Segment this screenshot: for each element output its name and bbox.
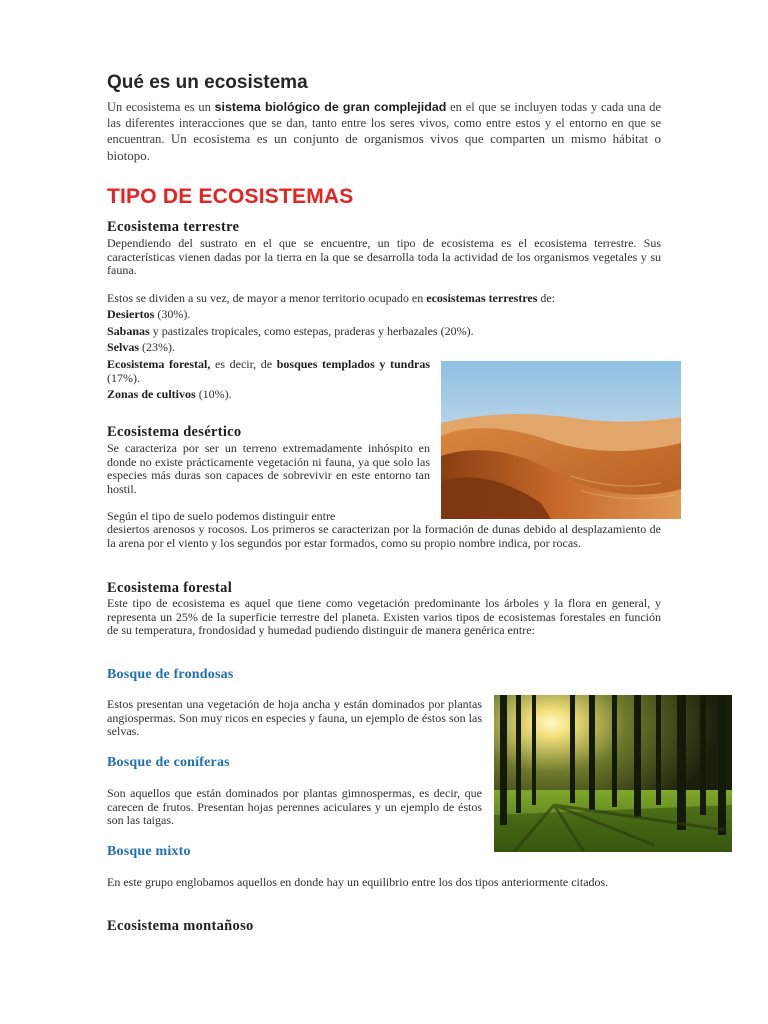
desertico-paragraph-2b: desiertos arenosos y rocosos. Los primeros se caracterizan por la formación de dunas debido al desplazamiento de la arena por el viento y los segundos por estar formados, como su propio nombre indica, por rocas. — [107, 522, 661, 550]
terrestre-paragraph: Dependiendo del sustrato en el que se encuentre, un tipo de ecosistema es el ecosistema terrestre. Sus características vienen dadas por la tierra en la que se desarrolla toda la actividad de los organismos vegetales y su fauna. — [107, 236, 661, 277]
intro-paragraph — [107, 100, 661, 164]
list-item: Selvas (23%). — [107, 340, 176, 354]
mixto-heading: Bosque mixto — [107, 844, 191, 859]
intro-text-c: Un ecosistema es un conjunto de organismos vivos que comparten un mismo hábitat o biotopo. — [107, 131, 661, 163]
forest-image — [494, 695, 732, 852]
coniferas-heading: Bosque de coníferas — [107, 755, 230, 770]
desertico-paragraph: Se caracteriza por ser un terreno extremadamente inhóspito en donde no existe prácticamente vegetación ni fauna, ya que solo las especies más duras son capaces de sobrevivir en este entorno tan hostil. — [107, 441, 430, 496]
forestal-heading: Ecosistema forestal — [107, 580, 233, 596]
list-item: Sabanas y pastizales tropicales, como estepas, praderas y herbazales (20%). — [107, 324, 474, 338]
montanoso-heading: Ecosistema montañoso — [107, 918, 254, 934]
intro-text-b: en el que se incluyen todas y cada una de las diferentes interacciones que se dan, tanto entre los seres vivos, como entre estos y el entorno en que se encuentran. — [107, 100, 661, 146]
terrestre-heading: Ecosistema terrestre — [107, 219, 240, 235]
intro-text-a: Un ecosistema es un — [107, 100, 215, 114]
ecosistemas-terrestres-bold: ecosistemas terrestres — [426, 291, 538, 305]
desertico-paragraph-2a: Según el tipo de suelo podemos distinguir entre — [107, 509, 336, 523]
list-item: Desiertos (30%). — [107, 307, 191, 321]
types-heading: TIPO DE ECOSISTEMAS — [107, 185, 354, 208]
terrestre-divide-paragraph: Estos se dividen a su vez, de mayor a menor territorio ocupado en ecosistemas terrestres de: — [107, 291, 556, 305]
frondosas-heading: Bosque de frondosas — [107, 667, 234, 682]
desertico-heading: Ecosistema desértico — [107, 424, 242, 440]
forestal-paragraph: Este tipo de ecosistema es aquel que tiene como vegetación predominante los árboles y la flora en general, y representa un 25% de la superficie terrestre del planeta. Existen varios tipos de ecosistemas forestales en función de su temperatura, frondosidad y humedad pudiendo distinguir de manera genérica entre: — [107, 596, 661, 637]
page-title: Qué es un ecosistema — [107, 72, 308, 93]
mixto-paragraph: En este grupo englobamos aquellos en donde hay un equilibrio entre los dos tipos anteriormente citados. — [107, 875, 609, 889]
list-item: Zonas de cultivos (10%). — [107, 387, 232, 401]
frondosas-paragraph: Estos presentan una vegetación de hoja ancha y están dominados por plantas angiospermas. Son muy ricos en especies y fauna, un ejemplo de éstos son las selvas. — [107, 697, 482, 738]
intro-bold: sistema biológico de gran complejidad — [214, 100, 447, 114]
coniferas-paragraph: Son aquellos que están dominados por plantas gimnospermas, es decir, que carecen de frutos. Presentan hojas perennes aciculares y un ejemplo de éstos son las taigas. — [107, 786, 482, 827]
list-item: Ecosistema forestal, es decir, de bosques templados y tundras (17%). — [107, 357, 430, 385]
desert-dunes-image — [441, 361, 681, 519]
